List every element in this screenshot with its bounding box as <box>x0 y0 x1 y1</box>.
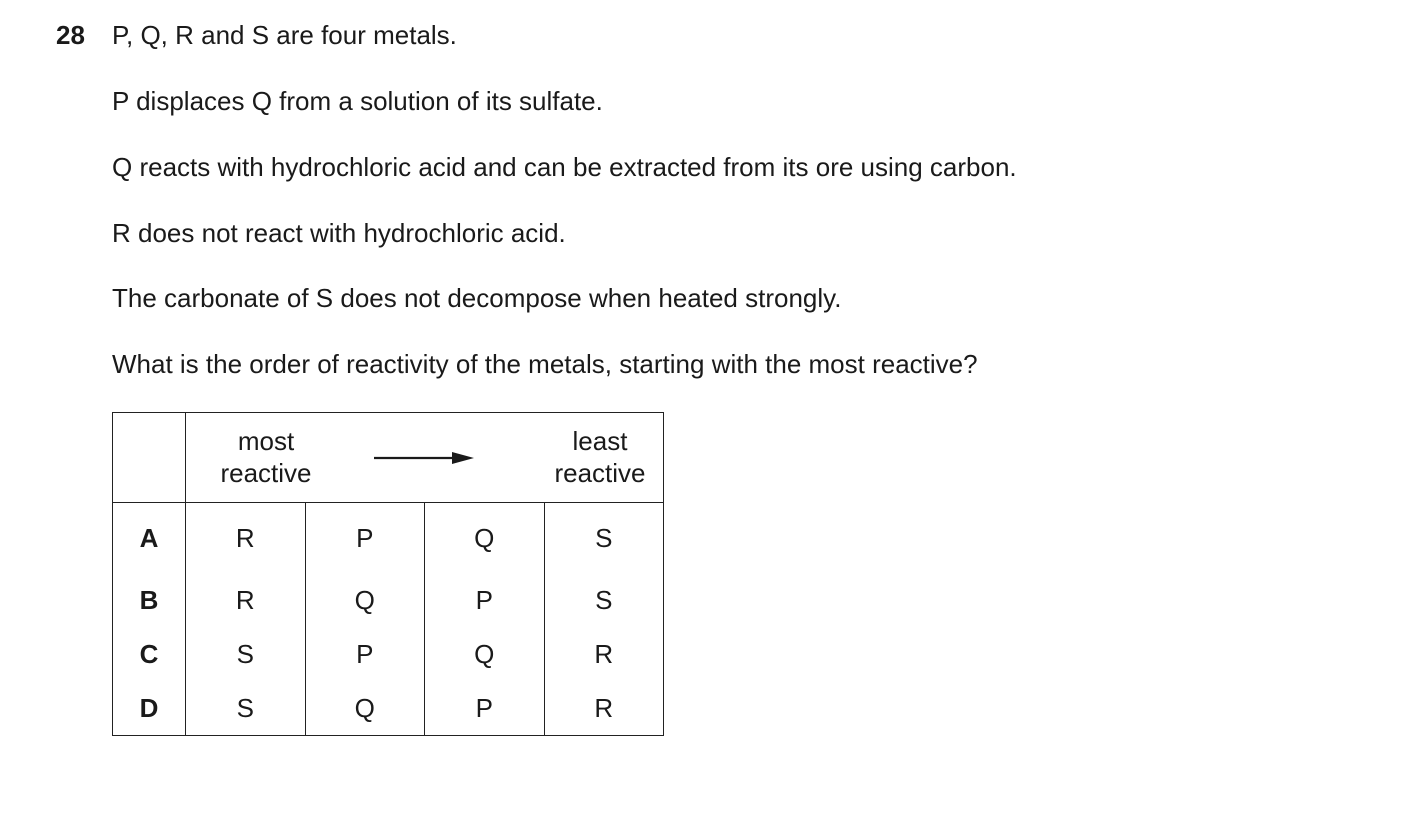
question-prompt: What is the order of reactivity of the metals, starting with the most reactive? <box>112 349 978 379</box>
metal-cell: Q <box>305 681 425 736</box>
metal-cell: S <box>186 681 306 736</box>
metal-cell: S <box>544 503 664 574</box>
metal-cell: P <box>425 681 545 736</box>
metal-cell: R <box>186 503 306 574</box>
metal-cell: R <box>186 573 306 627</box>
metal-cell: R <box>544 627 664 681</box>
table-row <box>113 503 664 574</box>
table-row <box>113 681 664 736</box>
answer-options-table <box>112 412 664 736</box>
metal-cell: S <box>186 627 306 681</box>
statement-p-displaces-q: P displaces Q from a solution of its sulfate. <box>112 86 603 116</box>
statement-q-reacts: Q reacts with hydrochloric acid and can be extracted from its ore using carbon. <box>112 152 1017 182</box>
question-number: 28 <box>56 20 85 50</box>
option-label-b[interactable]: B <box>113 573 186 627</box>
table-row <box>113 573 664 627</box>
statement-s-carbonate: The carbonate of S does not decompose when heated strongly. <box>112 283 842 313</box>
metal-cell: P <box>425 573 545 627</box>
metal-cell: P <box>305 627 425 681</box>
option-label-d[interactable]: D <box>113 681 186 736</box>
header-empty-cell <box>113 413 186 503</box>
option-label-c[interactable]: C <box>113 627 186 681</box>
table-header-row <box>113 413 664 503</box>
metal-cell: Q <box>425 627 545 681</box>
header-reactivity-cell <box>186 413 664 503</box>
right-arrow-icon <box>374 451 476 465</box>
option-label-a[interactable]: A <box>113 503 186 574</box>
most-reactive-label: most reactive <box>220 426 312 488</box>
question-intro: P, Q, R and S are four metals. <box>112 20 457 50</box>
metal-cell: S <box>544 573 664 627</box>
statement-r-no-reaction: R does not react with hydrochloric acid. <box>112 218 566 248</box>
metal-cell: R <box>544 681 664 736</box>
metal-cell: Q <box>425 503 545 574</box>
table-row <box>113 627 664 681</box>
metal-cell: Q <box>305 573 425 627</box>
least-reactive-label: least reactive <box>554 426 646 488</box>
metal-cell: P <box>305 503 425 574</box>
